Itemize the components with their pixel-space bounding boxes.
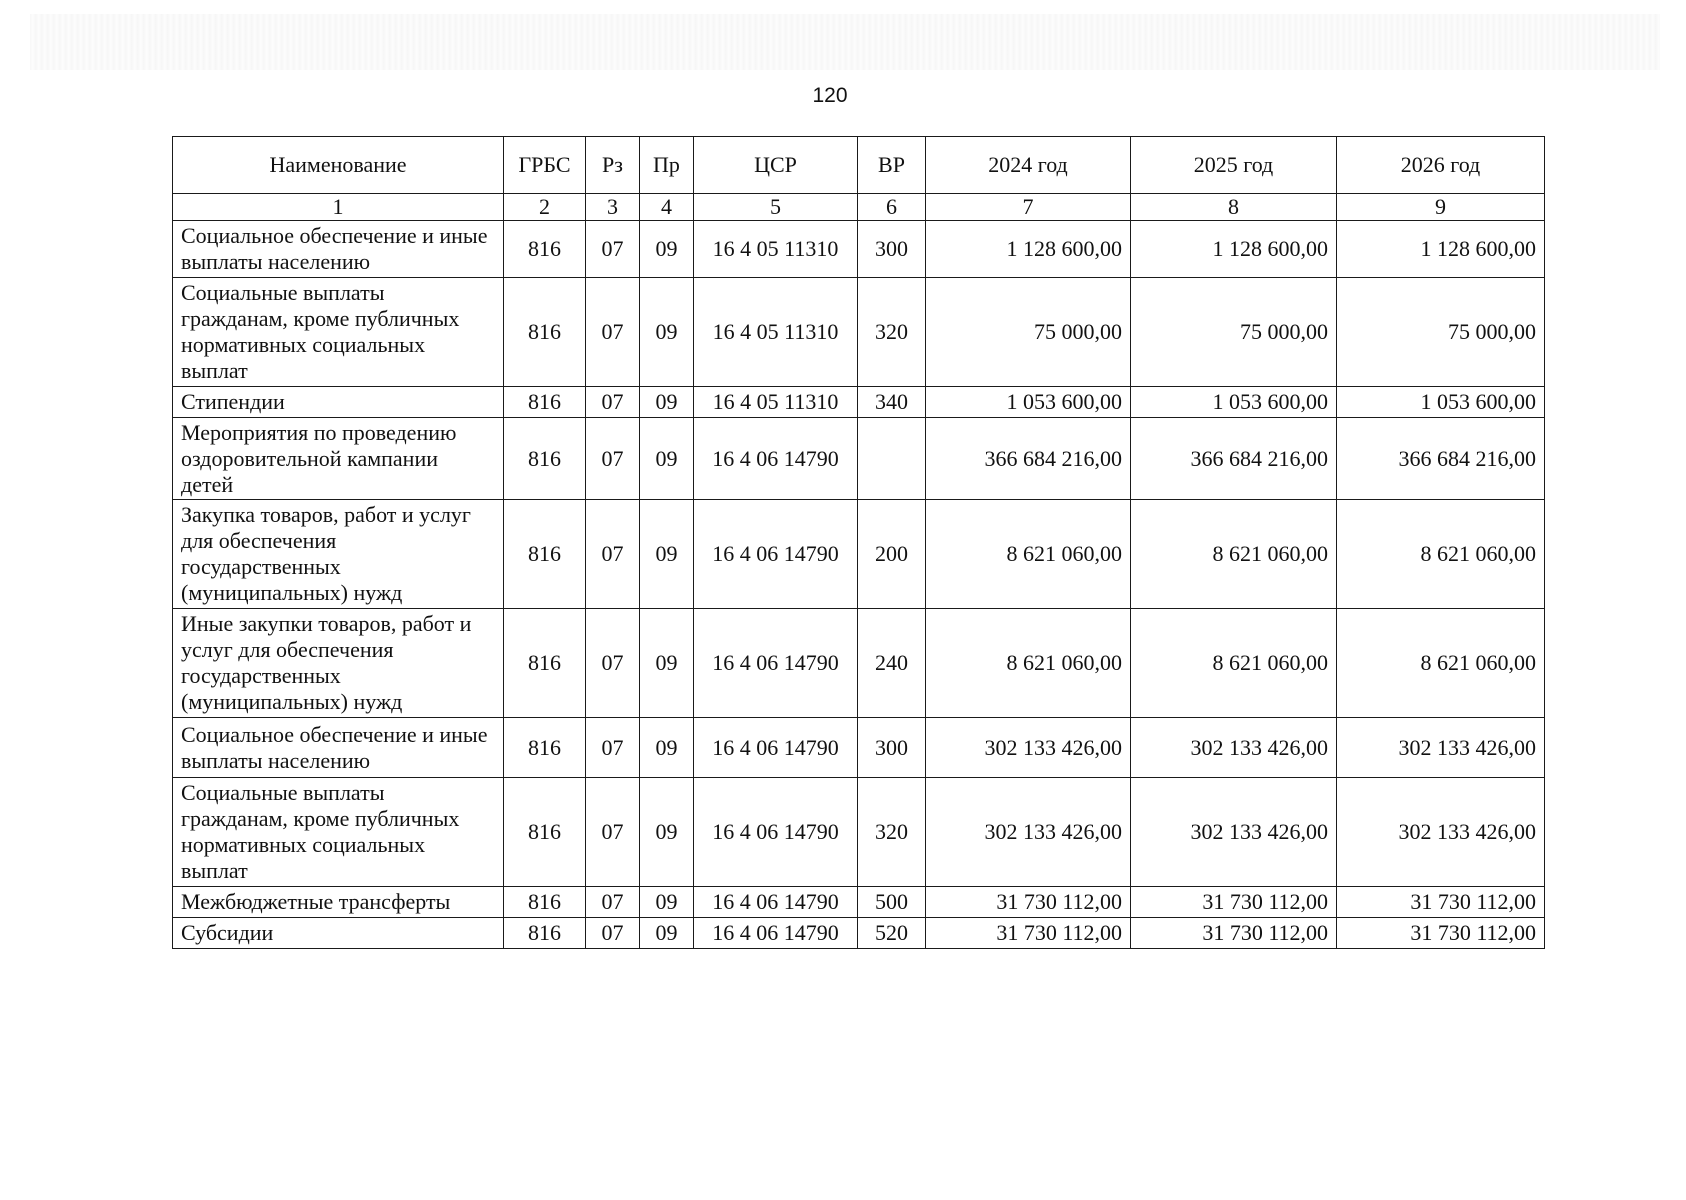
cell-grbs: 816: [504, 500, 586, 609]
table-row: [173, 220, 1545, 277]
table-row: [173, 417, 1545, 500]
cell-pr: 09: [640, 386, 694, 417]
cell-name: Закупка товаров, работ и услуг для обеспечения государственных (муниципальных) нужд: [173, 500, 504, 609]
cell-name: Социальные выплаты гражданам, кроме публичных нормативных социальных выплат: [173, 778, 504, 887]
column-number-row: [173, 194, 1545, 221]
cell-grbs: 816: [504, 220, 586, 277]
cell-name: Социальные выплаты гражданам, кроме публичных нормативных социальных выплат: [173, 277, 504, 386]
cell-2026: 8 621 060,00: [1337, 609, 1545, 718]
col-header-2024: 2024 год: [926, 137, 1131, 194]
cell-pr: 09: [640, 220, 694, 277]
cell-rz: 07: [586, 718, 640, 778]
cell-2026: 302 133 426,00: [1337, 718, 1545, 778]
cell-2025: 1 053 600,00: [1131, 386, 1337, 417]
cell-pr: 09: [640, 609, 694, 718]
cell-2026: 302 133 426,00: [1337, 778, 1545, 887]
cell-csr: 16 4 06 14790: [694, 718, 858, 778]
cell-2024: 31 730 112,00: [926, 886, 1131, 917]
cell-2026: 31 730 112,00: [1337, 886, 1545, 917]
col-number: 9: [1337, 194, 1545, 221]
table-row: [173, 609, 1545, 718]
cell-rz: 07: [586, 500, 640, 609]
cell-pr: 09: [640, 277, 694, 386]
cell-name: Мероприятия по проведению оздоровительной кампании детей: [173, 417, 504, 500]
cell-2024: 1 053 600,00: [926, 386, 1131, 417]
col-header-csr: ЦСР: [694, 137, 858, 194]
cell-grbs: 816: [504, 277, 586, 386]
col-header-2026: 2026 год: [1337, 137, 1545, 194]
page-number: 120: [812, 84, 848, 107]
cell-2026: 1 128 600,00: [1337, 220, 1545, 277]
cell-grbs: 816: [504, 417, 586, 500]
cell-csr: 16 4 05 11310: [694, 220, 858, 277]
scan-artifact-top: [30, 14, 1660, 70]
cell-pr: 09: [640, 917, 694, 948]
cell-rz: 07: [586, 609, 640, 718]
table-body: [173, 220, 1545, 948]
cell-vr: 200: [858, 500, 926, 609]
cell-csr: 16 4 06 14790: [694, 500, 858, 609]
cell-vr: 520: [858, 917, 926, 948]
cell-pr: 09: [640, 778, 694, 887]
cell-2025: 366 684 216,00: [1131, 417, 1337, 500]
cell-rz: 07: [586, 778, 640, 887]
cell-vr: 320: [858, 778, 926, 887]
cell-2025: 31 730 112,00: [1131, 917, 1337, 948]
cell-rz: 07: [586, 386, 640, 417]
cell-pr: 09: [640, 886, 694, 917]
cell-2024: 302 133 426,00: [926, 718, 1131, 778]
col-number: 4: [640, 194, 694, 221]
cell-grbs: 816: [504, 386, 586, 417]
cell-name: Стипендии: [173, 386, 504, 417]
cell-name: Межбюджетные трансферты: [173, 886, 504, 917]
cell-name: Иные закупки товаров, работ и услуг для обеспечения государственных (муниципальных) нужд: [173, 609, 504, 718]
cell-csr: 16 4 06 14790: [694, 886, 858, 917]
cell-2025: 302 133 426,00: [1131, 718, 1337, 778]
col-number: 8: [1131, 194, 1337, 221]
col-header-grbs: ГРБС: [504, 137, 586, 194]
cell-2024: 75 000,00: [926, 277, 1131, 386]
table-row: [173, 277, 1545, 386]
cell-grbs: 816: [504, 718, 586, 778]
cell-rz: 07: [586, 220, 640, 277]
cell-grbs: 816: [504, 886, 586, 917]
cell-2024: 1 128 600,00: [926, 220, 1131, 277]
cell-2024: 31 730 112,00: [926, 917, 1131, 948]
table-row: [173, 500, 1545, 609]
cell-grbs: 816: [504, 609, 586, 718]
cell-csr: 16 4 06 14790: [694, 417, 858, 500]
col-number: 2: [504, 194, 586, 221]
cell-name: Социальное обеспечение и иные выплаты населению: [173, 718, 504, 778]
cell-2026: 1 053 600,00: [1337, 386, 1545, 417]
cell-2025: 31 730 112,00: [1131, 886, 1337, 917]
col-header-vr: ВР: [858, 137, 926, 194]
cell-vr: [858, 417, 926, 500]
cell-grbs: 816: [504, 917, 586, 948]
cell-pr: 09: [640, 417, 694, 500]
col-number: 6: [858, 194, 926, 221]
cell-2025: 8 621 060,00: [1131, 500, 1337, 609]
cell-csr: 16 4 06 14790: [694, 609, 858, 718]
table-row: [173, 386, 1545, 417]
cell-2024: 8 621 060,00: [926, 500, 1131, 609]
budget-table: [172, 136, 1545, 949]
cell-2024: 8 621 060,00: [926, 609, 1131, 718]
cell-grbs: 816: [504, 778, 586, 887]
col-header-pr: Пр: [640, 137, 694, 194]
cell-rz: 07: [586, 917, 640, 948]
cell-2024: 366 684 216,00: [926, 417, 1131, 500]
cell-2025: 302 133 426,00: [1131, 778, 1337, 887]
table-row: [173, 917, 1545, 948]
cell-csr: 16 4 05 11310: [694, 277, 858, 386]
col-header-rz: Рз: [586, 137, 640, 194]
cell-pr: 09: [640, 718, 694, 778]
cell-name: Субсидии: [173, 917, 504, 948]
cell-vr: 500: [858, 886, 926, 917]
col-header-name: Наименование: [173, 137, 504, 194]
cell-vr: 240: [858, 609, 926, 718]
table-row: [173, 886, 1545, 917]
cell-vr: 300: [858, 220, 926, 277]
cell-2026: 8 621 060,00: [1337, 500, 1545, 609]
cell-csr: 16 4 05 11310: [694, 386, 858, 417]
cell-pr: 09: [640, 500, 694, 609]
col-number: 3: [586, 194, 640, 221]
col-header-2025: 2025 год: [1131, 137, 1337, 194]
cell-vr: 340: [858, 386, 926, 417]
cell-2026: 366 684 216,00: [1337, 417, 1545, 500]
cell-2024: 302 133 426,00: [926, 778, 1131, 887]
cell-2025: 1 128 600,00: [1131, 220, 1337, 277]
col-number: 5: [694, 194, 858, 221]
cell-vr: 300: [858, 718, 926, 778]
cell-rz: 07: [586, 886, 640, 917]
col-number: 7: [926, 194, 1131, 221]
col-number: 1: [173, 194, 504, 221]
cell-2026: 31 730 112,00: [1337, 917, 1545, 948]
table-row: [173, 718, 1545, 778]
cell-name: Социальное обеспечение и иные выплаты населению: [173, 220, 504, 277]
cell-csr: 16 4 06 14790: [694, 917, 858, 948]
cell-rz: 07: [586, 277, 640, 386]
table-header-row: [173, 137, 1545, 194]
table-row: [173, 778, 1545, 887]
cell-2025: 75 000,00: [1131, 277, 1337, 386]
cell-rz: 07: [586, 417, 640, 500]
cell-2025: 8 621 060,00: [1131, 609, 1337, 718]
cell-vr: 320: [858, 277, 926, 386]
cell-2026: 75 000,00: [1337, 277, 1545, 386]
cell-csr: 16 4 06 14790: [694, 778, 858, 887]
